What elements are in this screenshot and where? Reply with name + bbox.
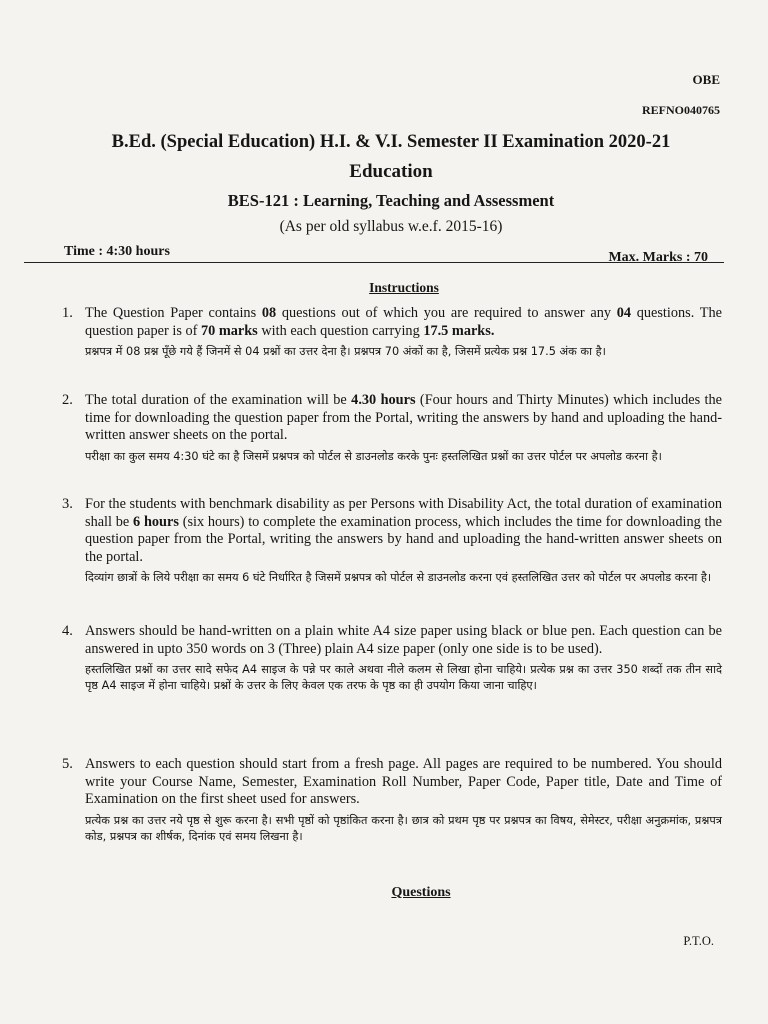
header-divider xyxy=(24,262,724,263)
exam-time: Time : 4:30 hours xyxy=(64,244,170,259)
instruction-english-text: Answers to each question should start from a fresh page. All pages are required to be numbered. You should write your Course Name, Semester, Examination Roll Number, Paper Code, Paper title, Date and Time of Examination on the first sheet used for answers. xyxy=(85,756,722,807)
instruction-english-text: For the students with benchmark disability as per Persons with Disability Act, the total duration of examination shall be 6 hours (six hours) to complete the examination process, which includes the time for downloading the question paper from the Portal, writing the answers by hand and uploading the hand-written answer sheets on the portal. xyxy=(85,496,722,565)
max-marks: Max. Marks : 70 xyxy=(608,250,708,265)
instructions-heading: Instructions xyxy=(369,280,439,295)
exam-mode-code: OBE xyxy=(692,72,720,87)
instruction-hindi-text: प्रश्नपत्र में 08 प्रश्न पूँछे गये हैं जिनमें से 04 प्रश्नों का उत्तर देना है। प्रश्नपत्र 70 अंकों का है, जिसमें प्रत्येक प्रश्न 17.5 अंक का है। xyxy=(85,345,606,358)
page-turn-note: P.T.O. xyxy=(683,934,714,948)
exam-title: B.Ed. (Special Education) H.I. & V.I. Semester II Examination 2020-21 xyxy=(111,132,671,152)
paper-title: BES-121 : Learning, Teaching and Assessment xyxy=(227,191,555,210)
reference-number: REFNO040765 xyxy=(642,103,720,117)
instruction-english-text: The total duration of the examination will be 4.30 hours (Four hours and Thirty Minutes) which includes the time for downloading the question paper from the Portal, writing the answers by hand and uploading the hand-written answer sheets on the portal. xyxy=(85,392,722,443)
instruction-hindi-text: परीक्षा का कुल समय 4:30 घंटे का है जिसमें प्रश्नपत्र को पोर्टल से डाउनलोड करके पुनः हस्तलिखित प्रश्नों का उत्तर पोर्टल पर अपलोड करना है। xyxy=(85,449,662,463)
instruction-english-text: The Question Paper contains 08 questions out of which you are required to answer any 04 questions. The question paper is of 70 marks with each question carrying 17.5 marks. xyxy=(85,305,722,339)
instruction-number: 3. xyxy=(62,496,73,512)
instruction-hindi-text: प्रत्येक प्रश्न का उत्तर नये पृष्ठ से शुरू करना है। सभी पृष्ठों को पृष्ठांकित करना है। छात्र को प्रथम पृष्ठ पर प्रश्नपत्र का विषय, सेमेस्टर, परीक्षा अनुक्रमांक, प्रश्नपत्र कोड, प्रश्नपत्र का शीर्षक, दिनांक एवं समय लिखना है। xyxy=(85,813,722,843)
instruction-number: 5. xyxy=(62,756,73,772)
instruction-item-3 xyxy=(62,496,722,586)
instruction-item-1 xyxy=(62,305,722,360)
instruction-hindi-text: हस्तलिखित प्रश्नों का उत्तर सादे सफेद A4 साइज के पन्ने पर काले अथवा नीले कलम से लिखा होना चाहिये। प्रत्येक प्रश्न का उत्तर 350 शब्दों तक तीन सादे पृष्ठ A4 साइज में होना चाहिये। प्रश्नों के उत्तर के लिए केवल एक तरफ के पृष्ठ का ही उपयोग किया जाना चाहिए। xyxy=(85,663,722,692)
instruction-number: 1. xyxy=(62,305,73,321)
instruction-number: 4. xyxy=(62,623,73,639)
instruction-item-2 xyxy=(62,392,722,465)
instruction-english-text: Answers should be hand-written on a plain white A4 size paper using black or blue pen. Each question can be answered in upto 350 words on 3 (Three) plain A4 size paper (only one side is to be used). xyxy=(85,623,722,657)
instruction-item-4 xyxy=(62,623,722,694)
instruction-item-5 xyxy=(62,756,722,845)
subject-title: Education xyxy=(349,161,433,182)
questions-heading: Questions xyxy=(391,885,451,900)
syllabus-note: (As per old syllabus w.e.f. 2015-16) xyxy=(279,218,503,235)
instruction-number: 2. xyxy=(62,392,73,408)
instruction-hindi-text: दिव्यांग छात्रों के लिये परीक्षा का समय 6 घंटे निर्धारित है जिसमें प्रश्नपत्र को पोर्टल से डाउनलोड करना एवं हस्तलिखित उत्तर को पोर्टल पर अपलोड करना है। xyxy=(85,571,712,584)
